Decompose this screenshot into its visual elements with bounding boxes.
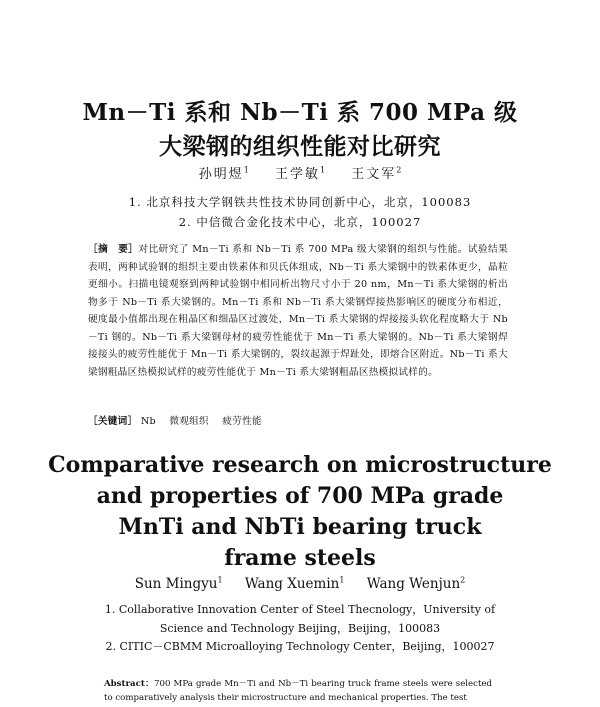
english-title-line-4: frame steels [224,545,376,571]
chinese-affiliation-2: 2. 中信微合金化技术中心，北京，100027 [178,215,422,229]
chinese-authors [40,163,560,182]
chinese-author-2: 王学敏$^1$ [274,165,326,182]
english-authors [30,575,570,592]
chinese-keywords [88,413,508,430]
keyword-1: Nb [140,416,156,427]
english-title-line-3: MnTi and NbTi bearing truck [118,514,482,540]
english-author-1: Sun Mingyu$^1$ [134,575,223,592]
chinese-author-1: 孙明煜$^1$ [198,165,249,182]
keyword-3: 疲劳性能 [222,416,262,427]
chinese-title [40,96,560,164]
chinese-affiliations [40,192,560,232]
english-affiliations [80,601,520,657]
english-author-2: Wang Xuemin$^1$ [244,575,345,592]
chinese-keywords-label: ［关键词］ [88,416,138,427]
chinese-abstract-text: 对比研究了 Mn－Ti 系和 Nb－Ti 系 700 MPa 级大梁钢的组织与性能。试验结果表明，两种试验钢的组织主要由铁素体和贝氏体组成，Nb－Ti 系大梁钢中的铁素体更少，晶粒更细小。扫描电镜观察到两种试验钢中相同析出物尺寸小于 20 nm，Mn－Ti 系大梁钢的析出物多于 Nb－Ti 系大梁钢的。Mn－Ti 系和 Nb－Ti 系大梁钢焊接热影响区的硬度分布相近，硬度最小值都出现在粗晶区和细晶区过渡处，Mn－Ti 系大梁钢的焊接接头软化程度略大于 Nb－Ti 钢的。Nb－Ti 系大梁钢母材的疲劳性能优于 Mn－Ti 系大梁钢的。Nb－Ti 系大梁钢焊接接头的疲劳性能优于 Mn－Ti 系大梁钢的，裂纹起源于焊趾处，即熔合区附近。Nb－Ti 系大梁钢粗晶区热模拟试样的疲劳性能优于 Mn－Ti 系大梁钢粗晶区热模拟试样的。 [88,244,509,378]
english-abstract [104,677,492,705]
english-title [30,450,570,574]
english-abstract-text: 700 MPa grade Mn－Ti and Nb－Ti bearing truck frame steels were selected to comparatively analysis their microstructure and mechanical properties. The test [104,679,492,703]
english-abstract-label: Abstract： [104,679,155,689]
chinese-title-line-2: 大梁钢的组织性能对比研究 [159,133,441,160]
chinese-abstract-label: ［摘 要］ [88,244,139,255]
english-author-3: Wang Wenjun$^2$ [366,575,466,592]
chinese-abstract [88,241,508,381]
english-affiliation-line-3: 2. CITIC－CBMM Microalloying Technology Center，Beijing，100027 [105,640,495,653]
english-title-line-2: and properties of 700 MPa grade [96,483,504,509]
keyword-2: 微观组织 [169,416,209,427]
english-affiliation-line-2: Science and Technology Beijing，Beijing，100083 [159,621,441,635]
chinese-author-3: 王文军$^2$ [351,165,402,182]
chinese-affiliation-1: 1. 北京科技大学钢铁共性技术协同创新中心，北京，100083 [128,195,472,209]
chinese-title-line-1: Mn－Ti 系和 Nb－Ti 系 700 MPa 级 [82,99,518,126]
english-affiliation-line-1: 1. Collaborative Innovation Center of Steel Thecnology，University of [104,603,496,616]
english-title-line-1: Comparative research on microstructure [48,452,552,478]
